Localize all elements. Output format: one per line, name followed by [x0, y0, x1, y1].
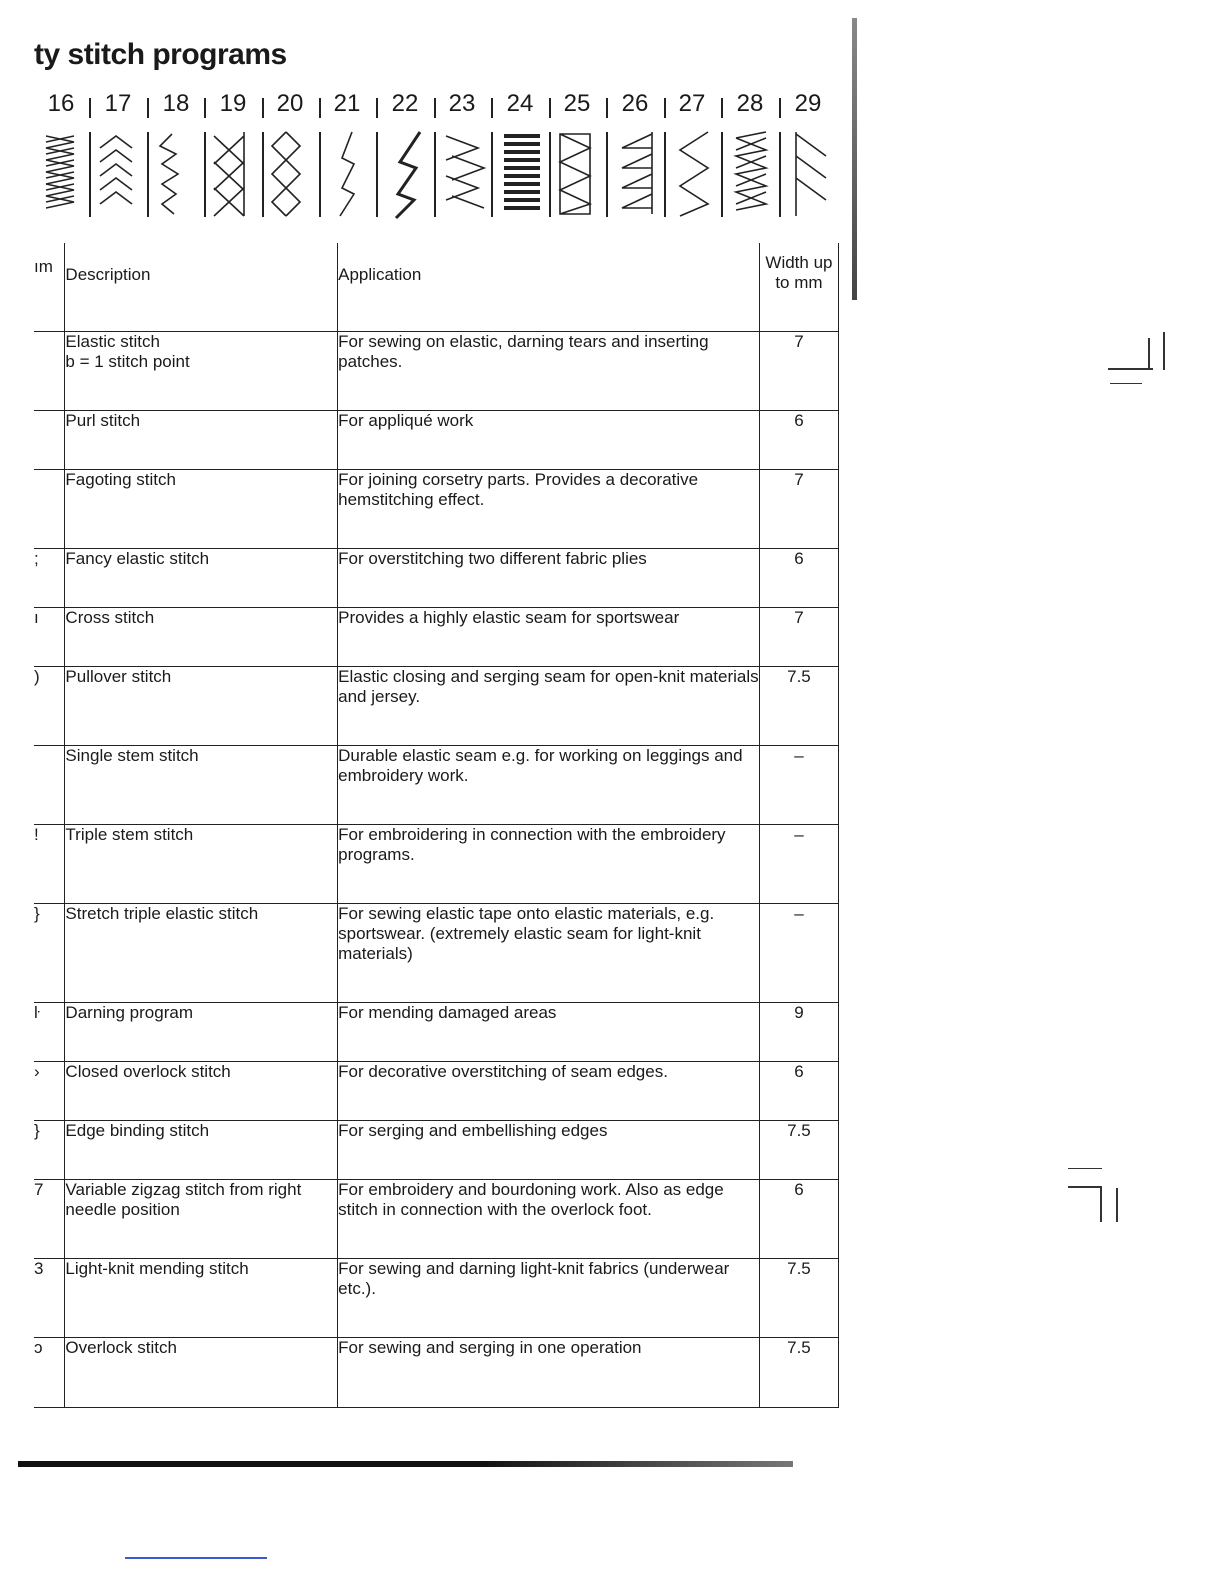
- row-number: [34, 746, 65, 825]
- stitch-19-icon: [214, 132, 244, 216]
- margin-mark: [1100, 1186, 1102, 1222]
- table-row: [34, 1180, 839, 1259]
- table-row: [34, 746, 839, 825]
- row-description: [65, 332, 338, 411]
- row-application: For serging and embellishing edges: [338, 1121, 760, 1180]
- program-number: 21: [333, 90, 361, 117]
- margin-mark: [1110, 383, 1142, 384]
- row-number: ›: [34, 1062, 65, 1121]
- row-description: Light-knit mending stitch: [65, 1259, 338, 1338]
- margin-mark: [1068, 1186, 1100, 1188]
- header-application: Application: [338, 243, 760, 332]
- row-description: Fancy elastic stitch: [65, 549, 338, 608]
- program-number: 29: [794, 90, 822, 117]
- row-description-text: Elastic stitch b = 1 stitch point: [65, 332, 190, 371]
- program-number: 18: [162, 90, 190, 117]
- margin-mark: [1116, 1188, 1118, 1222]
- row-width: 6: [759, 1062, 838, 1121]
- program-number: 22: [391, 90, 419, 117]
- row-number: }: [34, 1121, 65, 1180]
- stitch-16-icon: [46, 136, 74, 208]
- row-application: Elastic closing and serging seam for open-knit materials and jersey.: [338, 667, 760, 746]
- row-number: !: [34, 825, 65, 904]
- row-width: 7.5: [759, 667, 838, 746]
- blue-line: [125, 1557, 267, 1559]
- stitch-23-icon: [446, 136, 484, 208]
- margin-mark: [1108, 368, 1153, 370]
- program-number: 25: [563, 90, 591, 117]
- stitch-21-icon: [340, 132, 354, 216]
- row-description: Darning program: [65, 1003, 338, 1062]
- row-width: 7.5: [759, 1121, 838, 1180]
- row-description: Stretch triple elastic stitch: [65, 904, 338, 1003]
- row-application: Durable elastic seam e.g. for working on leggings and embroidery work.: [338, 746, 760, 825]
- row-width: 6: [759, 1180, 838, 1259]
- row-application: For sewing elastic tape onto elastic materials, e.g. sportswear. (extremely elastic seam for light-knit materials): [338, 904, 760, 1003]
- row-description: Purl stitch: [65, 411, 338, 470]
- margin-mark: [1163, 332, 1165, 370]
- header-description: Description: [65, 243, 338, 332]
- row-application: For joining corsetry parts. Provides a decorative hemstitching effect.: [338, 470, 760, 549]
- row-description: Overlock stitch: [65, 1338, 338, 1408]
- row-width: 9: [759, 1003, 838, 1062]
- row-width: 7: [759, 608, 838, 667]
- row-description: Pullover stitch: [65, 667, 338, 746]
- program-number: 17: [104, 90, 132, 117]
- row-width: 7.5: [759, 1338, 838, 1408]
- bottom-rule: [18, 1461, 793, 1467]
- table-row: [34, 1121, 839, 1180]
- row-application: For embroidering in connection with the embroidery programs.: [338, 825, 760, 904]
- stitch-22-icon: [396, 132, 420, 218]
- row-application: For overstitching two different fabric plies: [338, 549, 760, 608]
- stitch-17-icon: [100, 136, 132, 204]
- stitch-25-icon: [560, 134, 590, 214]
- table-row: [34, 470, 839, 549]
- row-application: Provides a highly elastic seam for sportswear: [338, 608, 760, 667]
- row-width: 6: [759, 549, 838, 608]
- row-description: Triple stem stitch: [65, 825, 338, 904]
- table-row: [34, 1338, 839, 1408]
- row-description: Cross stitch: [65, 608, 338, 667]
- program-number: 26: [621, 90, 649, 117]
- row-width: 7.5: [759, 1259, 838, 1338]
- row-number: [34, 470, 65, 549]
- table-row: [34, 1062, 839, 1121]
- row-number: [34, 411, 65, 470]
- program-number: 20: [276, 90, 304, 117]
- row-number: ): [34, 667, 65, 746]
- margin-mark: [1148, 338, 1150, 370]
- table-row: [34, 1259, 839, 1338]
- table-row: [34, 667, 839, 746]
- stitch-26-icon: [622, 132, 652, 214]
- row-number: 7: [34, 1180, 65, 1259]
- program-number: 27: [678, 90, 706, 117]
- header-number: ım: [34, 243, 65, 332]
- row-application: For sewing and serging in one operation: [338, 1338, 760, 1408]
- row-width: 7: [759, 332, 838, 411]
- stitch-29-icon: [796, 132, 826, 216]
- row-application: For decorative overstitching of seam edges.: [338, 1062, 760, 1121]
- row-number: ı: [34, 608, 65, 667]
- program-number: 28: [736, 90, 764, 117]
- row-number: [34, 332, 65, 411]
- row-application: For mending damaged areas: [338, 1003, 760, 1062]
- row-description: Closed overlock stitch: [65, 1062, 338, 1121]
- row-description: Edge binding stitch: [65, 1121, 338, 1180]
- row-width: –: [759, 825, 838, 904]
- table-row: [34, 608, 839, 667]
- row-number: ;: [34, 549, 65, 608]
- program-number: 19: [219, 90, 247, 117]
- row-application: For appliqué work: [338, 411, 760, 470]
- row-number: ŀ: [34, 1003, 65, 1062]
- row-width: 7: [759, 470, 838, 549]
- stitch-28-icon: [736, 132, 766, 210]
- stitch-program-table: [34, 243, 839, 1408]
- row-application: For embroidery and bourdoning work. Also as edge stitch in connection with the overlock foot.: [338, 1180, 760, 1259]
- program-number: 16: [47, 90, 75, 117]
- program-number: 24: [506, 90, 534, 117]
- row-description: Single stem stitch: [65, 746, 338, 825]
- table-row: [34, 904, 839, 1003]
- program-number: 23: [448, 90, 476, 117]
- table-row: [34, 411, 839, 470]
- stitch-18-icon: [160, 134, 178, 214]
- row-number: 3: [34, 1259, 65, 1338]
- table-header-row: [34, 243, 839, 332]
- row-width: 6: [759, 411, 838, 470]
- row-number: }: [34, 904, 65, 1003]
- margin-mark: [1068, 1168, 1102, 1169]
- scan-edge-bar: [852, 18, 857, 300]
- row-width: –: [759, 904, 838, 1003]
- row-width: –: [759, 746, 838, 825]
- row-application: For sewing on elastic, darning tears and inserting patches.: [338, 332, 760, 411]
- row-application: For sewing and darning light-knit fabrics (underwear etc.).: [338, 1259, 760, 1338]
- table-row: [34, 332, 839, 411]
- stitch-27-icon: [680, 132, 708, 216]
- stitch-24-icon: [504, 136, 540, 208]
- header-width: Width up to mm: [759, 243, 838, 332]
- table-row: [34, 549, 839, 608]
- row-description: Fagoting stitch: [65, 470, 338, 549]
- stitch-20-icon: [272, 132, 300, 216]
- table-row: [34, 1003, 839, 1062]
- row-number: ɔ: [34, 1338, 65, 1408]
- row-description: Variable zigzag stitch from right needle position: [65, 1180, 338, 1259]
- table-row: [34, 825, 839, 904]
- page-title: ty stitch programs: [34, 38, 287, 71]
- stitch-symbols: [0, 128, 840, 220]
